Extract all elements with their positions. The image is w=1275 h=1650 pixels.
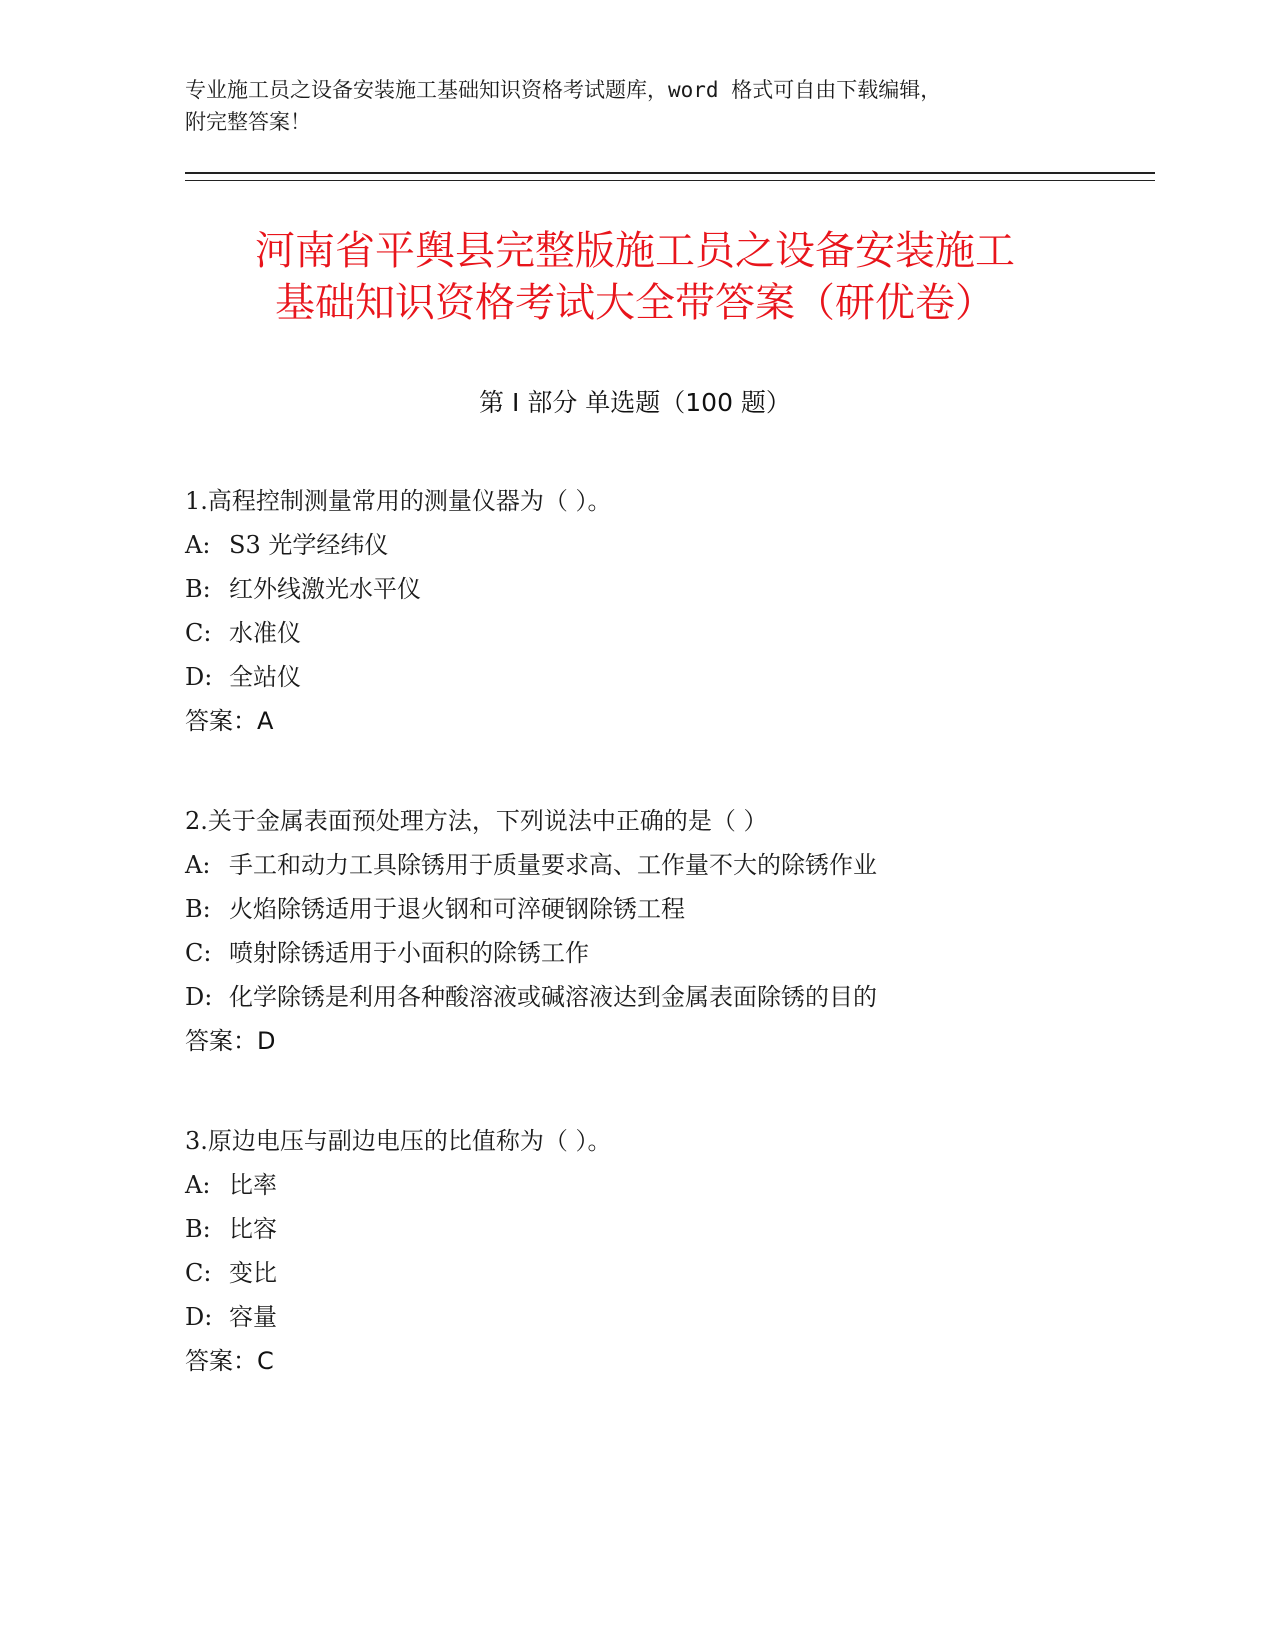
option-key: A:	[185, 851, 211, 879]
question-2	[185, 799, 1145, 1063]
option-key: B:	[185, 575, 211, 603]
option-d	[185, 975, 1145, 1019]
question-3	[185, 1119, 1145, 1383]
question-1	[185, 479, 1145, 743]
option-key: D:	[185, 1303, 213, 1331]
option-text: 容量	[229, 1303, 277, 1331]
option-text: 红外线激光水平仪	[229, 575, 421, 603]
option-key: D:	[185, 983, 213, 1011]
option-text: 手工和动力工具除锈用于质量要求高、工作量不大的除锈作业	[229, 851, 877, 879]
answer: 答案：A	[185, 707, 274, 735]
option-key: A:	[185, 531, 211, 559]
header-rule-thin	[185, 180, 1155, 181]
option-text: 全站仪	[229, 663, 301, 691]
option-text: 比容	[229, 1215, 277, 1243]
option-key: D:	[185, 663, 213, 691]
question-list	[185, 479, 1145, 1439]
option-key: A:	[185, 1171, 211, 1199]
question-stem: 1.高程控制测量常用的测量仪器为（ ）。	[185, 487, 612, 515]
document-title-line-2: 基础知识资格考试大全带答案（研优卷）	[275, 280, 995, 326]
option-a	[185, 1163, 1145, 1207]
option-text: 火焰除锈适用于退火钢和可淬硬钢除锈工程	[229, 895, 685, 923]
option-key: C:	[185, 939, 212, 967]
option-c	[185, 931, 1145, 975]
option-text: S3 光学经纬仪	[229, 531, 389, 559]
option-text: 水准仪	[229, 619, 301, 647]
header-note	[185, 74, 1085, 138]
header-note-line-2: 附完整答案！	[185, 110, 311, 134]
answer: 答案：C	[185, 1347, 274, 1375]
option-b	[185, 567, 1145, 611]
option-key: C:	[185, 1259, 212, 1287]
question-stem: 3.原边电压与副边电压的比值称为（ ）。	[185, 1127, 612, 1155]
section-heading: 第 I 部分 单选题（100 题）	[479, 388, 791, 417]
document-title-line-1: 河南省平舆县完整版施工员之设备安装施工	[255, 228, 1015, 274]
option-d	[185, 655, 1145, 699]
option-key: B:	[185, 1215, 211, 1243]
option-d	[185, 1295, 1145, 1339]
option-a	[185, 523, 1145, 567]
option-key: C:	[185, 619, 212, 647]
option-b	[185, 887, 1145, 931]
option-a	[185, 843, 1145, 887]
option-c	[185, 1251, 1145, 1295]
option-text: 变比	[229, 1259, 277, 1287]
option-b	[185, 1207, 1145, 1251]
header-rule-thick	[185, 172, 1155, 174]
option-c	[185, 611, 1145, 655]
document-title	[185, 225, 1085, 329]
option-text: 化学除锈是利用各种酸溶液或碱溶液达到金属表面除锈的目的	[229, 983, 877, 1011]
option-key: B:	[185, 895, 211, 923]
option-text: 喷射除锈适用于小面积的除锈工作	[229, 939, 589, 967]
question-stem: 2.关于金属表面预处理方法，下列说法中正确的是（ ）	[185, 807, 768, 835]
option-text: 比率	[229, 1171, 277, 1199]
answer: 答案：D	[185, 1027, 276, 1055]
header-note-line-1: 专业施工员之设备安装施工基础知识资格考试题库，word 格式可自由下载编辑，	[185, 78, 942, 102]
